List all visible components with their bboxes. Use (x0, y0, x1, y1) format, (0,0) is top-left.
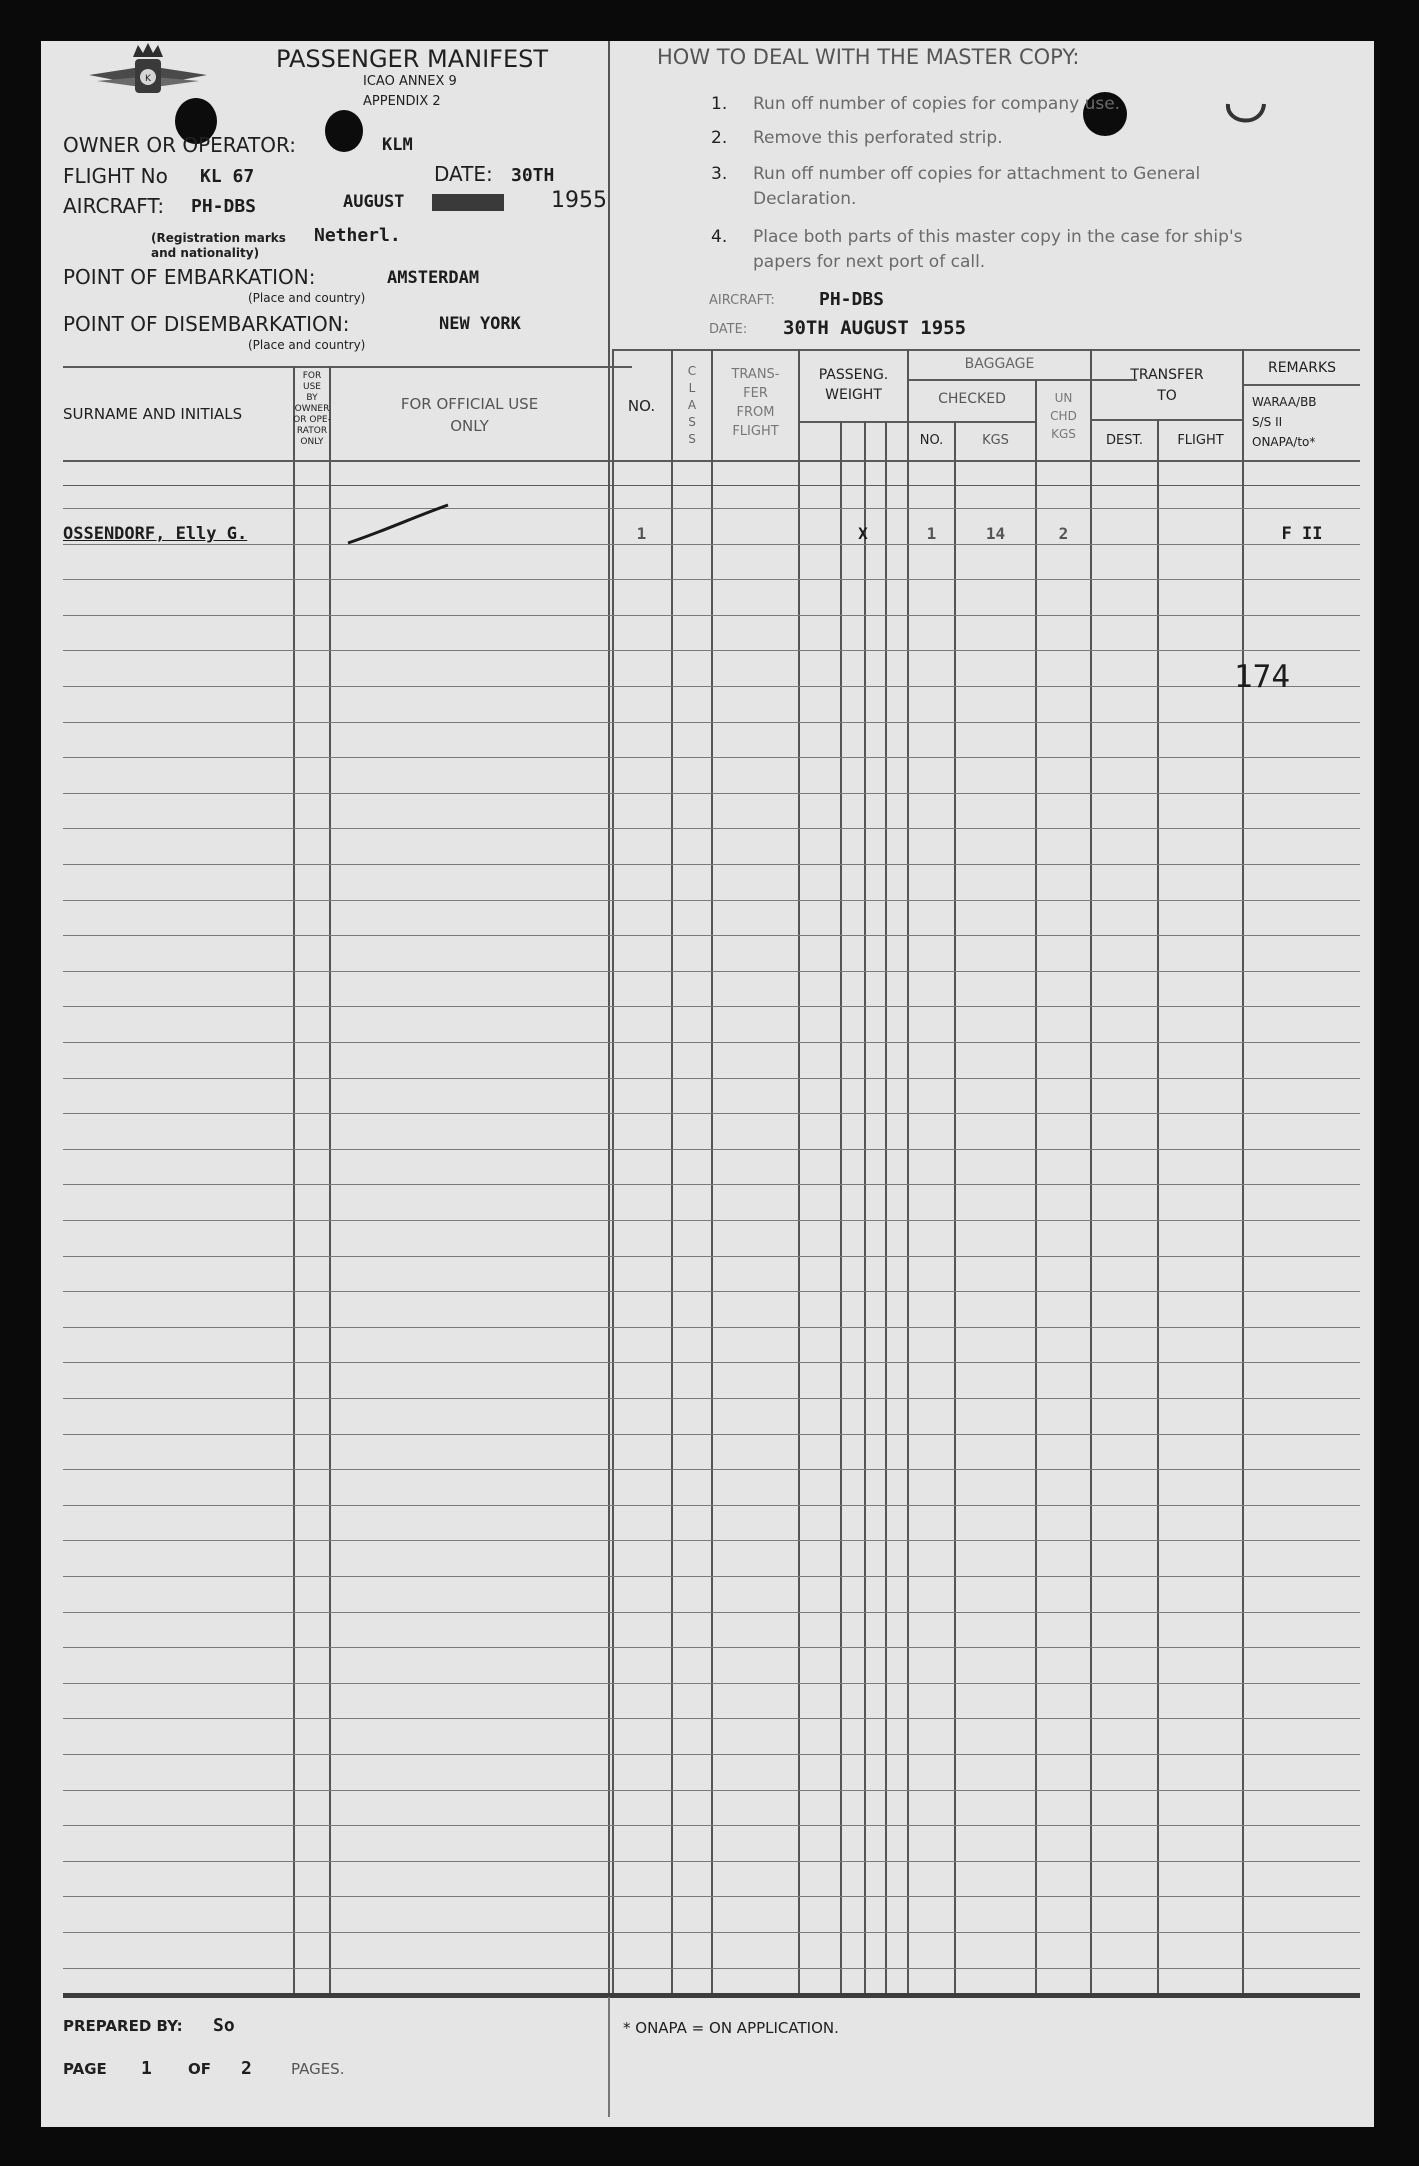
disembarkation-note: (Place and country) (248, 338, 366, 352)
col-header-official-use (331, 393, 608, 437)
table-bottom-line (63, 1993, 1360, 1998)
col-divider-surname (293, 366, 295, 1993)
col-header-owner-use-line: OWNER (294, 404, 330, 414)
row-rule (63, 1256, 1360, 1257)
row-rule (63, 1540, 1360, 1541)
row-rule (63, 1042, 1360, 1043)
col-divider-dest (1157, 419, 1159, 1993)
col-header-transfer-from-line: FROM (736, 405, 775, 420)
row-rule (63, 1505, 1360, 1506)
col-header-dest: DEST. (1105, 433, 1143, 448)
col-header-owner-use (293, 371, 331, 448)
registration-note: and nationality) (151, 246, 260, 260)
instruction-text: Remove this perforated strip. (753, 128, 1003, 148)
row-rule (63, 1469, 1360, 1470)
passeng-subheader-line (800, 421, 909, 423)
col-divider-owner (329, 366, 331, 1993)
col-divider-transfer (1242, 349, 1244, 1993)
row-rule (63, 1184, 1360, 1185)
nationality-value: Netherl. (314, 225, 401, 246)
col-header-passeng-weight (800, 365, 907, 405)
row-rule (63, 1718, 1360, 1719)
official-checkmark (344, 499, 454, 549)
embarkation-label: POINT OF EMBARKATION: (63, 265, 316, 289)
icao-annex: ICAO ANNEX 9 (363, 74, 457, 89)
col-header-owner-use-line: FOR USE (302, 371, 322, 392)
col-divider-weight-b (864, 421, 866, 1993)
prepared-by-label: PREPARED BY: (63, 2017, 183, 2035)
date-struck-out: XXXXXXX (432, 192, 504, 212)
disembarkation-label: POINT OF DISEMBARKATION: (63, 312, 350, 336)
remarks-code: ONAPA/to* (1252, 435, 1316, 449)
col-header-class (673, 363, 711, 448)
remarks-subheader-line (1244, 384, 1360, 386)
passenger-no: 1 (636, 524, 647, 543)
date-year-value: 1955 (551, 188, 607, 213)
punch-hole-outline (1222, 94, 1270, 134)
col-header-unchecked-line: KGS (1051, 427, 1076, 441)
col-header-checked-no: NO. (919, 433, 944, 448)
instruction-number: 4. (711, 227, 728, 247)
col-header-unchecked-line: CHD (1050, 409, 1077, 423)
page-number: 1 (141, 2058, 152, 2079)
manifest-title: PASSENGER MANIFEST (276, 45, 549, 73)
col-header-class-letter: S (688, 432, 696, 446)
flight-number-value: KL 67 (200, 166, 255, 187)
col-divider-transfer-from (798, 349, 800, 1993)
row-rule (63, 1896, 1360, 1897)
row-rule (63, 1113, 1360, 1114)
col-divider-unchecked (1090, 349, 1092, 1993)
row-rule (63, 1327, 1360, 1328)
row-rule (63, 544, 1360, 545)
copy-aircraft-label: AIRCRAFT: (709, 293, 775, 308)
row-rule (63, 1220, 1360, 1221)
date-day-value: 30TH (511, 165, 555, 186)
col-header-no: NO. (627, 397, 656, 415)
col-header-class-letter: C (687, 364, 697, 378)
col-header-class-letter: A (687, 398, 697, 412)
embarkation-value: AMSTERDAM (387, 268, 480, 288)
col-header-owner-use-line: BY (306, 393, 318, 403)
passenger-remarks: F II (1281, 524, 1323, 544)
instruction-text: papers for next port of call. (753, 252, 986, 272)
row-rule (63, 1398, 1360, 1399)
row-rule (63, 579, 1360, 580)
col-divider-weight (907, 349, 909, 1993)
pages-label: PAGES. (291, 2060, 345, 2078)
instruction-text: Declaration. (753, 189, 857, 209)
col-header-transfer-to (1092, 365, 1242, 407)
col-header-flight: FLIGHT (1177, 433, 1224, 448)
passenger-weight: X (858, 524, 868, 543)
col-header-passeng-weight-line: PASSENG. (818, 367, 889, 383)
owner-operator-label: OWNER OR OPERATOR: (63, 133, 296, 157)
owner-operator-value: KLM (382, 135, 413, 155)
row-rule (63, 1790, 1360, 1791)
row-rule (63, 1932, 1360, 1933)
col-header-class-letter: L (688, 381, 696, 395)
flight-number-label: FLIGHT No (63, 164, 168, 188)
of-label: OF (188, 2060, 211, 2078)
page-label: PAGE (63, 2060, 107, 2078)
col-divider-official (608, 366, 610, 1993)
punch-hole (325, 110, 363, 152)
col-header-transfer-from-line: FER (743, 386, 768, 401)
col-divider-official-double (612, 349, 614, 1993)
row-rule (63, 1434, 1360, 1435)
col-header-transfer-to-line: TRANSFER (1130, 367, 1204, 383)
svg-text:K: K (145, 74, 151, 84)
col-header-official-use-line: FOR OFFICIAL USE (400, 395, 539, 413)
col-header-surname: SURNAME AND INITIALS (63, 405, 243, 423)
transfer-subheader-line (1092, 419, 1244, 421)
row-rule (63, 1968, 1360, 1969)
manifest-sheet (41, 41, 1374, 2127)
col-header-transfer-from-line: TRANS- (731, 367, 780, 382)
instruction-text: Run off number of copies for company use. (753, 94, 1121, 114)
prepared-by-value: So (213, 2015, 235, 2036)
header-divider (63, 366, 632, 368)
row-rule (63, 757, 1360, 758)
instruction-number: 3. (711, 164, 728, 184)
copy-date-label: DATE: (709, 322, 748, 337)
copy-date-value: 30TH AUGUST 1955 (783, 317, 967, 339)
col-header-remarks: REMARKS (1267, 360, 1337, 376)
row-rule (63, 1861, 1360, 1862)
col-header-checked: CHECKED (938, 391, 1006, 407)
header-divider (612, 349, 1360, 351)
checked-subheader-line (909, 421, 1037, 423)
disembarkation-value: NEW YORK (439, 314, 521, 334)
col-header-class-letter: S (688, 415, 696, 429)
baggage-checked-no: 1 (926, 524, 937, 543)
aircraft-label: AIRCRAFT: (63, 194, 165, 218)
date-label: DATE: (434, 162, 493, 186)
row-rule (63, 1612, 1360, 1613)
col-header-owner-use-line: OR OPE- (293, 415, 331, 425)
col-divider-weight-c (885, 421, 887, 1993)
col-header-official-use-line: ONLY (450, 417, 489, 435)
row-rule (63, 1291, 1360, 1292)
handwritten-count: 174 (1234, 659, 1290, 695)
onapa-note: * ONAPA = ON APPLICATION. (623, 2019, 839, 2037)
col-divider-class (711, 349, 713, 1993)
col-header-passeng-weight-line: WEIGHT (825, 387, 882, 403)
page-total: 2 (241, 2058, 252, 2079)
instruction-text: Run off number off copies for attachment to General (753, 164, 1201, 184)
col-header-baggage: BAGGAGE (964, 356, 1035, 372)
baggage-unchecked-kgs: 2 (1058, 524, 1069, 543)
row-rule (63, 650, 1360, 651)
col-header-transfer-to-line: TO (1157, 388, 1177, 404)
instructions-title: HOW TO DEAL WITH THE MASTER COPY: (657, 45, 1080, 69)
appendix-label: APPENDIX 2 (363, 94, 441, 109)
registration-note: (Registration marks (151, 231, 286, 245)
col-header-checked-kgs: KGS (982, 433, 1009, 448)
row-rule (63, 1576, 1360, 1577)
col-header-unchecked (1037, 389, 1090, 443)
row-rule (63, 1825, 1360, 1826)
row-rule (63, 1078, 1360, 1079)
row-rule (63, 1149, 1360, 1150)
row-rule (63, 793, 1360, 794)
aircraft-value: PH-DBS (191, 196, 257, 217)
row-rule (63, 1683, 1360, 1684)
col-header-transfer-from (713, 365, 798, 441)
remarks-code: S/S II (1252, 415, 1283, 429)
row-rule (63, 828, 1360, 829)
instruction-number: 1. (711, 94, 728, 114)
col-header-owner-use-line: ONLY (300, 437, 324, 447)
row-rule (63, 900, 1360, 901)
row-rule (63, 1754, 1360, 1755)
baggage-checked-kgs: 14 (985, 524, 1006, 543)
footer-divider (608, 1997, 610, 2117)
copy-aircraft-value: PH-DBS (819, 289, 885, 310)
col-header-owner-use-line: RATOR (296, 426, 328, 436)
row-rule (63, 686, 1360, 687)
col-divider-weight-a (840, 421, 842, 1993)
row-rule (63, 1362, 1360, 1363)
row-rule (63, 864, 1360, 865)
col-header-remarks-codes (1252, 392, 1317, 452)
embarkation-note: (Place and country) (248, 291, 366, 305)
row-rule (63, 971, 1360, 972)
instruction-number: 2. (711, 128, 728, 148)
row-rule (63, 722, 1360, 723)
passenger-surname: OSSENDORF, Elly G. (63, 524, 248, 544)
col-divider-no (671, 349, 673, 1993)
row-rule (63, 935, 1360, 936)
col-header-unchecked-line: UN (1054, 391, 1073, 405)
col-divider-checked (1035, 379, 1037, 1993)
row-rule (63, 1006, 1360, 1007)
row-rule (63, 508, 1360, 509)
date-month-value: AUGUST (343, 192, 405, 212)
instruction-text: Place both parts of this master copy in the case for ship's (753, 227, 1243, 247)
remarks-code: WARAA/BB (1252, 395, 1317, 409)
col-header-transfer-from-line: FLIGHT (732, 424, 779, 439)
col-divider-checked-no (954, 421, 956, 1993)
row-rule (63, 1647, 1360, 1648)
row-rule (63, 615, 1360, 616)
